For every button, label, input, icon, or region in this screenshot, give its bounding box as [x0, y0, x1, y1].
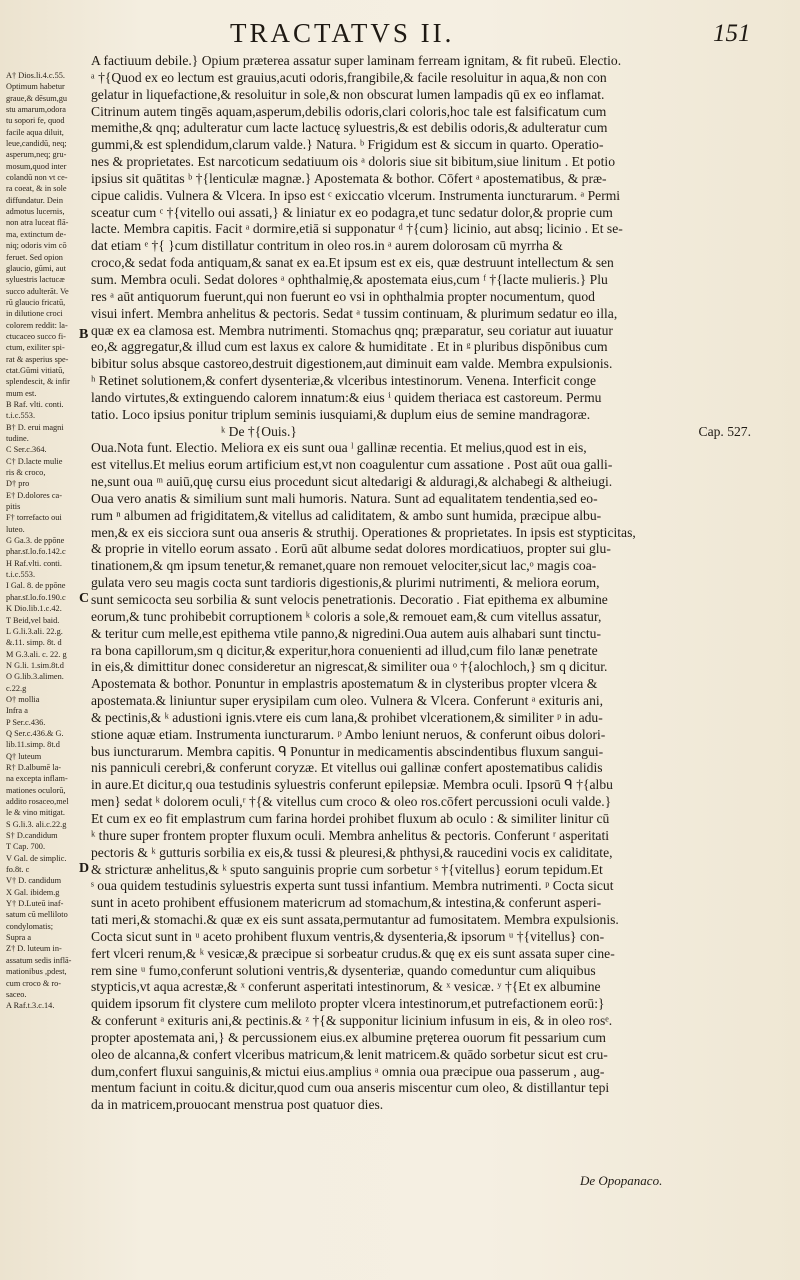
margin-note-line: Supra a — [6, 933, 32, 943]
margin-note-line: C Ser.c.364. — [6, 445, 47, 455]
margin-note-line: F† torrefacto oui — [6, 513, 62, 523]
margin-note-line: rū glaucio fricatū, — [6, 297, 66, 307]
margin-note-line: B Raf. vlti. conti. — [6, 399, 64, 409]
margin-note-line: non atra luceat flā- — [6, 218, 69, 228]
text-line: oleo de alcanna,& confert vlceribus matricum,& lenit matricem.& quādo sorbetur sicut est cru- — [91, 1046, 608, 1062]
margin-note-line: Z† D. luteum in- — [6, 944, 62, 954]
margin-note-line: phar.sī.lo.fo.142.c — [6, 547, 66, 557]
margin-note-line: Optimum habetur — [6, 82, 65, 92]
text-line: & pectinis,& ᵏ adustioni ignis.vtere eis cum lana,& prohibet vlcerationem,& similiter ᵖ in adu- — [91, 709, 603, 725]
margin-note-line: lib.11.simp. 8t.d — [6, 740, 60, 750]
margin-note-line: na excepta inflam- — [6, 774, 68, 784]
section-letter-c: C — [79, 591, 90, 606]
text-line: sunt in aceto prohibent effusionem matericrum ad stomachum,& intestina,& conferunt asperi- — [91, 895, 602, 911]
margin-note-line: T Cap. 700. — [6, 842, 46, 852]
text-line: gelatur in liquefactione,& resoluitur in sole,& non obscurat lumen lampadis qū ex eo inflamat. — [91, 86, 605, 102]
text-line: & teritur cum melle,est epithema vtile panno,& nigredini.Oua autem auis alhabari sunt tinctu- — [91, 625, 601, 641]
text-line: & proprie in vitello eorum assato . Eorū aūt albume sedat dolores mordicatiuos, propter sui glu- — [91, 541, 611, 557]
text-line: eo,& aggregatur,& illud cum est laxus ex calore & humiditate . Et in ᵍ pluribus dispōnibus cum — [91, 339, 608, 355]
text-line: & stricturæ anhelitus,& ᵏ sputo sanguinis proprie cum sorbetur ˢ †{vitellus} eorum tepidum.Et — [91, 861, 603, 877]
margin-note-line: t.i.c.553. — [6, 570, 36, 580]
section-letter-b: B — [79, 327, 89, 342]
text-line: Cocta sicut sunt in ᵘ aceto prohibent fluxum ventris,& dysenteria,& ipsorum ᵘ †{vitellus} con- — [91, 928, 605, 944]
text-line: ra bona capillorum,sm q dicitur,& experitur,hora conuenienti ad illud,cum filo lanæ penetrate — [91, 642, 598, 658]
margin-note-line: E† D.dolores ca- — [6, 490, 62, 500]
margin-note-line: ris & croco, — [6, 468, 46, 478]
running-head: TRACTATVS II. — [230, 18, 455, 48]
margin-note-line: &.11. simp. 8t. d — [6, 638, 62, 648]
margin-note-line: Infra a — [6, 706, 28, 716]
margin-note-line: Q Ser.c.436.& G. — [6, 728, 64, 738]
margin-note-line: condylomatis; — [6, 921, 54, 931]
text-line: rem sine ᵘ fumo,conferunt solutioni ventris,& dysenteriæ, quando comeduntur cum aliquibus — [91, 962, 596, 978]
text-line: tinationem,& qm ipsum tenetur,& remanet,quare non remouet velociter,sicut lac,ᵒ magis coa- — [91, 558, 597, 574]
text-line: dat etiam ᵉ †{ }cum distillatur contritum in oleo ros.in ᵃ aurem dolorosam cū myrrha & — [91, 238, 563, 254]
margin-note-line: C† D.lacte mulie — [6, 456, 63, 466]
margin-note-line: D† pro — [6, 479, 30, 489]
margin-note-line: B† D. erui magni — [6, 422, 64, 432]
text-line: nes & proprietates. Est narcoticum sedatiuum ois ᵃ doloris siue sit bibitum,siue linitum . Et potio — [91, 154, 615, 170]
text-line: Apostemata & bothor. Ponuntur in emplastris apostematum & in clysteribus propter vlcera & — [91, 676, 598, 692]
margin-note-line: S G.li.3. ali.c.22.g — [6, 819, 67, 829]
text-line: nis panniculi cerebri,& conferunt coryzæ. Et vitellus oui gallinæ confert apostematibus calidis — [91, 760, 603, 776]
margin-note-line: splendescit, & infir — [6, 377, 70, 387]
text-line: ˢ oua quidem testudinis syluestris experta sunt tussi infantium. Membra nutrimenti. ᵖ Cocta sicut — [91, 878, 614, 894]
margin-note-line: phar.sī.lo.fo.190.c — [6, 592, 66, 602]
margin-note-line: X Gal. ibidem.g — [6, 887, 60, 897]
text-line: dum,confert fluxui sanguinis,& mictui eius.amplius ᵃ omnia oua præcipue oua passerum , aug- — [91, 1063, 605, 1079]
margin-note-line: Y† D.Luteū inaf- — [6, 899, 64, 909]
marginal-notes — [6, 70, 76, 1012]
text-line: quæ ex ea clamosa est. Membra nutrimenti. Stomachus qnq; præparatur, seu coriatur aut iuuatur — [91, 322, 613, 338]
text-line: rum ⁿ albumen ad frigiditatem,& vitellus ad caliditatem, & ambo sunt humida, præcipue albu- — [91, 507, 602, 523]
margin-note-line: tudine. — [6, 434, 29, 443]
margin-note-line: A Raf.t.3.c.14. — [6, 1001, 55, 1011]
text-line: in eis,& dimittitur donec consideretur an nigrescat,& similiter oua ᵒ †{alochloch,} sm q dicitur. — [91, 659, 608, 675]
text-line: cipue calidis. Vulnera & Vlcera. In ipso est ᶜ exiccatio vlcerum. Instrumenta iuncturarum. ᵃ Permi — [91, 187, 621, 203]
margin-note-line: cum croco & ro- — [6, 978, 62, 988]
margin-note-line: luteo. — [6, 524, 25, 534]
text-line: propter apostemata ani,} & percussionem eius.ex albumine pręterea ouorum fit pessarium cum — [91, 1029, 606, 1045]
text-line: Et cum ex eo fit emplastrum cum farina hordei prohibet fluxum ab oculo : & similiter linitur cū — [91, 810, 610, 826]
margin-note-line: assatum sedis inflā- — [6, 955, 72, 965]
margin-note-line: S† D.candidum — [6, 831, 58, 841]
text-line: eorum,& tunc prohibebit corruptionem ᵏ coloris a sole,& remouet eam,& cum vitellus assatur, — [91, 608, 602, 624]
margin-note-line: ra coeat, & in sole — [6, 184, 67, 194]
margin-note-line: satum cū melliloto — [6, 910, 68, 920]
text-line: apostemata.& liniuntur super erysipilam cum oleo. Vulnera & Vlcera. Conferunt ᵃ exituris ani, — [91, 693, 604, 709]
margin-note-line: c.22.g — [6, 683, 27, 693]
text-line: ipsius sit quātitas ᵇ †{lenticulæ magnæ.} Apostemata & bothor. Cōfert ᵃ apostematibus, & præ- — [91, 170, 607, 186]
page-number: 151 — [713, 20, 751, 47]
margin-note-line: G Ga.3. de ppōne — [6, 536, 65, 546]
margin-note-line: O G.lib.3.alimen. — [6, 672, 64, 682]
margin-note-line: diffundatur. Dein — [6, 195, 63, 205]
margin-note-line: V† D. candidum — [6, 876, 62, 886]
margin-note-line: mationibus ,pdest, — [6, 967, 67, 977]
text-line: fert vlceri renum,& ᵏ vesicæ,& præcipue si sorbeatur crudus.& quę ex eis sunt assata super cine- — [91, 945, 615, 961]
chapter-number: Cap. 527. — [698, 423, 751, 439]
margin-note-line: graue,& dēsum,gu — [6, 93, 68, 103]
margin-note-line: syluestris lactucæ — [6, 275, 65, 285]
text-line: bibitur solus absque castoreo,destruit digestionem,aut diminuit eam valde. Membra expulsionis. — [91, 356, 613, 372]
text-line: res ᵃ aūt antiquorum fuerunt,qui non fuerunt eo vsi in ophthalmia propter nocumentum, quod — [91, 288, 595, 304]
margin-note-line: niq; odoris vim cō — [6, 241, 67, 251]
margin-note-line: Q† luteum — [6, 751, 42, 761]
text-line: sunt semicocta seu sorbilia & sunt velocis penetrationis. Decoratio . Fiat epithema ex albumine — [91, 592, 608, 607]
catchword: De Opopanaco. — [580, 1173, 663, 1188]
margin-note-line: M G.3.ali. c. 22. g — [6, 649, 67, 659]
text-line: quidem ipsorum fit clystere cum meliloto propter vlcera intestinorum,et putrefactionem eorū:} — [91, 996, 605, 1012]
margin-note-line: mosum,quod inter — [6, 161, 67, 171]
chapter-title: ᵏ De †{Ouis.} — [221, 423, 297, 439]
margin-note-line: feruet. Sed opion — [6, 252, 63, 262]
margin-note-line: T Beid,vel baid. — [6, 615, 60, 625]
margin-note-line: leue,candidū, neq; — [6, 139, 67, 149]
margin-note-line: colorem reddit: la- — [6, 320, 68, 330]
margin-note-line: facile aqua diluit, — [6, 127, 64, 137]
margin-note-line: ma, extinctum de- — [6, 229, 67, 239]
text-line: tati meri,& stomachi.& quæ ex eis sunt assata,permutantur ad fumositatem. Membra expulsionis. — [91, 912, 619, 928]
text-line: sceatur cum ᶜ †{vitello oui assati,} & liniatur ex eo podagra,et tunc sedatur dolor,& proprie cum — [91, 204, 613, 220]
text-line: ᵃ †{Quod ex eo lectum est grauius,acuti odoris,frangibile,& facile resoluitur in aqua,& non con — [91, 69, 607, 85]
text-line: da in matricem,prouocant menstrua post quatuor dies. — [91, 1097, 384, 1113]
margin-note-line: tu sopori fe, quod — [6, 116, 65, 126]
text-line: lando virtutes,& extinguendo calorem innatum:& eius ⁱ quidem theriaca est castoreum. Permu — [91, 389, 602, 405]
text-line: & conferunt ᵃ exituris ani,& pectinis.& ᶻ †{& supponitur licinium infusum in eis, & in oleo rosᵉ. — [91, 1013, 613, 1029]
text-line: ne,sunt oua ᵐ auiū,quę cursu eius procedunt sicut altedarigi & alduragi,& alchabegi & altheiugi. — [91, 474, 613, 490]
margin-note-line: I Gal. 8. de ppōne — [6, 581, 66, 591]
chapter-heading — [91, 424, 791, 441]
text-line: gummi,& est splendidum,clarum valde.} Natura. ᵇ Frigidum est & siccum in quarto. Operatio- — [91, 137, 604, 153]
text-line: Citrinum autem tingēs aquam,asperum,debilis odoris,clari coloris,hoc tale est falsificatum cum — [91, 103, 607, 119]
text-line: men,& ex eis sicciora sunt oua anseris & struthij. Operationes & proprietates. In ipsis est stypticitas, — [91, 524, 636, 540]
margin-note-line: V Gal. de simplic. — [6, 853, 67, 863]
margin-note-line: addito rosaceo,mel — [6, 797, 69, 806]
text-line: bus iuncturarum. Membra capitis. ᑫ Ponuntur in medicamentis abscindentibus fluxum sangui- — [91, 743, 604, 759]
margin-note-line: in dilutione croci — [6, 309, 63, 319]
text-line: ʰ Retinet solutionem,& confert dysenteriæ,& vlceribus intestinorum. Venena. Interficit conge — [91, 373, 597, 389]
margin-note-line: O† mollia — [6, 694, 40, 704]
margin-note-line: ctucaceo succo fi- — [6, 331, 66, 341]
margin-note-line: succo adulterāt. Ve — [6, 286, 69, 296]
text-line: memithe,& qnq; adulteratur cum lacte lactucę syluestris,& est debilis odoris,& adulteratur cum — [91, 120, 608, 136]
margin-note-line: asperum,neq; gru- — [6, 150, 67, 160]
text-line: Oua.Nota funt. Electio. Meliora ex eis sunt oua ˡ gallinæ recentia. Et melius,quod est in eis, — [91, 440, 587, 456]
text-line: tatio. Loco ipsius ponitur triplum seminis iusquiami,& duplum eius de semine mandragoræ. — [91, 406, 591, 422]
text-line: gulata vero seu magis cocta sunt tardioris digestionis,& plurimi nutrimenti, & meliora eorum, — [91, 575, 600, 591]
margin-note-line: pitis — [6, 502, 21, 512]
margin-note-line: P Ser.c.436. — [6, 717, 46, 727]
text-line: Oua vero anatis & similium sunt mali humoris. Natura. Sunt ad equalitatem tendentia,sed eo- — [91, 490, 598, 506]
text-line: sum. Membra oculi. Sedat dolores ᵃ ophthalmię,& apostemata eius,cum ᶠ †{lacte mulieris.} Plu — [91, 271, 608, 287]
margin-note-line: K Dio.lib.1.c.42. — [6, 604, 62, 614]
main-text-body — [91, 53, 791, 1114]
text-line: stione aquæ etiam. Instrumenta iuncturarum. ᵖ Ambo leniunt neruos, & conferunt oibus dolori- — [91, 726, 606, 742]
section-letter-d: D — [79, 861, 90, 876]
text-line: ᵏ thure super frontem propter fluxum oculi. Membra anhelitus & pectoris. Conferunt ʳ asperitati — [91, 827, 610, 843]
margin-note-line: H Raf.vlti. conti. — [6, 558, 62, 568]
text-line: est vitellus.Et melius eorum artificium est,vt non coagulentur cum assatione . Post aūt oua galli- — [91, 457, 613, 473]
margin-note-line: le & vino mitigat. — [6, 808, 65, 818]
margin-note-line: colandū non vt ce- — [6, 173, 68, 183]
margin-note-line: mationes oculorū, — [6, 785, 66, 795]
margin-note-line: t.i.c.553. — [6, 411, 36, 421]
margin-note-line: ctat.Gūmi vitiatū, — [6, 365, 65, 375]
text-line: stypticis,vt aqua acrestæ,& ˣ conferunt asperitati intestinorum, & ˣ vesicæ. ʸ †{Et ex albumine — [91, 979, 601, 995]
text-line: mentum faciunt in coitu.& dicitur,quod cum oua anseris miscentur cum oleo, & distillantur tepi — [91, 1080, 610, 1096]
text-line: lacte. Membra capitis. Facit ᵃ dormire,etiā si supponatur ᵈ †{cum} licinio, aut absq; licinio . Et se- — [91, 221, 623, 237]
margin-note-line: admotus lucernis, — [6, 207, 65, 217]
margin-note-line: glaucio, gūmi, aut — [6, 263, 66, 273]
text-line: in aure.Et dicitur,q oua testudinis syluestris conferunt epilepsiæ. Membra oculi. Ipsorū ᑫ †{albu — [91, 777, 613, 793]
margin-note-line: A† Dios.li.4.c.55. — [6, 71, 65, 80]
margin-note-line: fo.8t. c — [6, 865, 30, 875]
text-line: croco,& sedat foda antiquam,& sanat ex ea.Et ipsum est ex eis, quæ destruunt intellectum & sen — [91, 255, 614, 271]
margin-note-line: rat & asperius spe- — [6, 354, 69, 364]
text-line: visui infert. Membra anhelitus & pectoris. Sedat ᵃ tussim continuam, & plurimum sedatur eo illa, — [91, 305, 618, 321]
margin-note-line: L G.li.3.ali. 22.g. — [6, 626, 63, 636]
text-line: pectoris & ᵏ gutturis sorbilia ex eis,& tussi & pleuresi,& phthysi,& raucedini vocis ex caliditate, — [91, 844, 613, 860]
margin-note-line: stu amarum,odora — [6, 105, 66, 115]
text-line: men} sedat ᵏ dolorem oculi,ʳ †{& vitellus cum croco & oleo ros.cōfert percussioni oculi valde.} — [91, 794, 612, 810]
margin-note-line: mum est. — [6, 388, 37, 398]
margin-note-line: N G.li. 1.sim.8t.d — [6, 660, 64, 670]
margin-note-line: saceo. — [6, 989, 27, 999]
text-line: A factiuum debile.} Opium præterea assatur super laminam ferream ignitam, & fit rubeū. Electio. — [91, 53, 622, 68]
margin-note-line: R† D.albumē la- — [6, 762, 62, 772]
margin-note-line: ctum, exiliter spi- — [6, 343, 65, 353]
